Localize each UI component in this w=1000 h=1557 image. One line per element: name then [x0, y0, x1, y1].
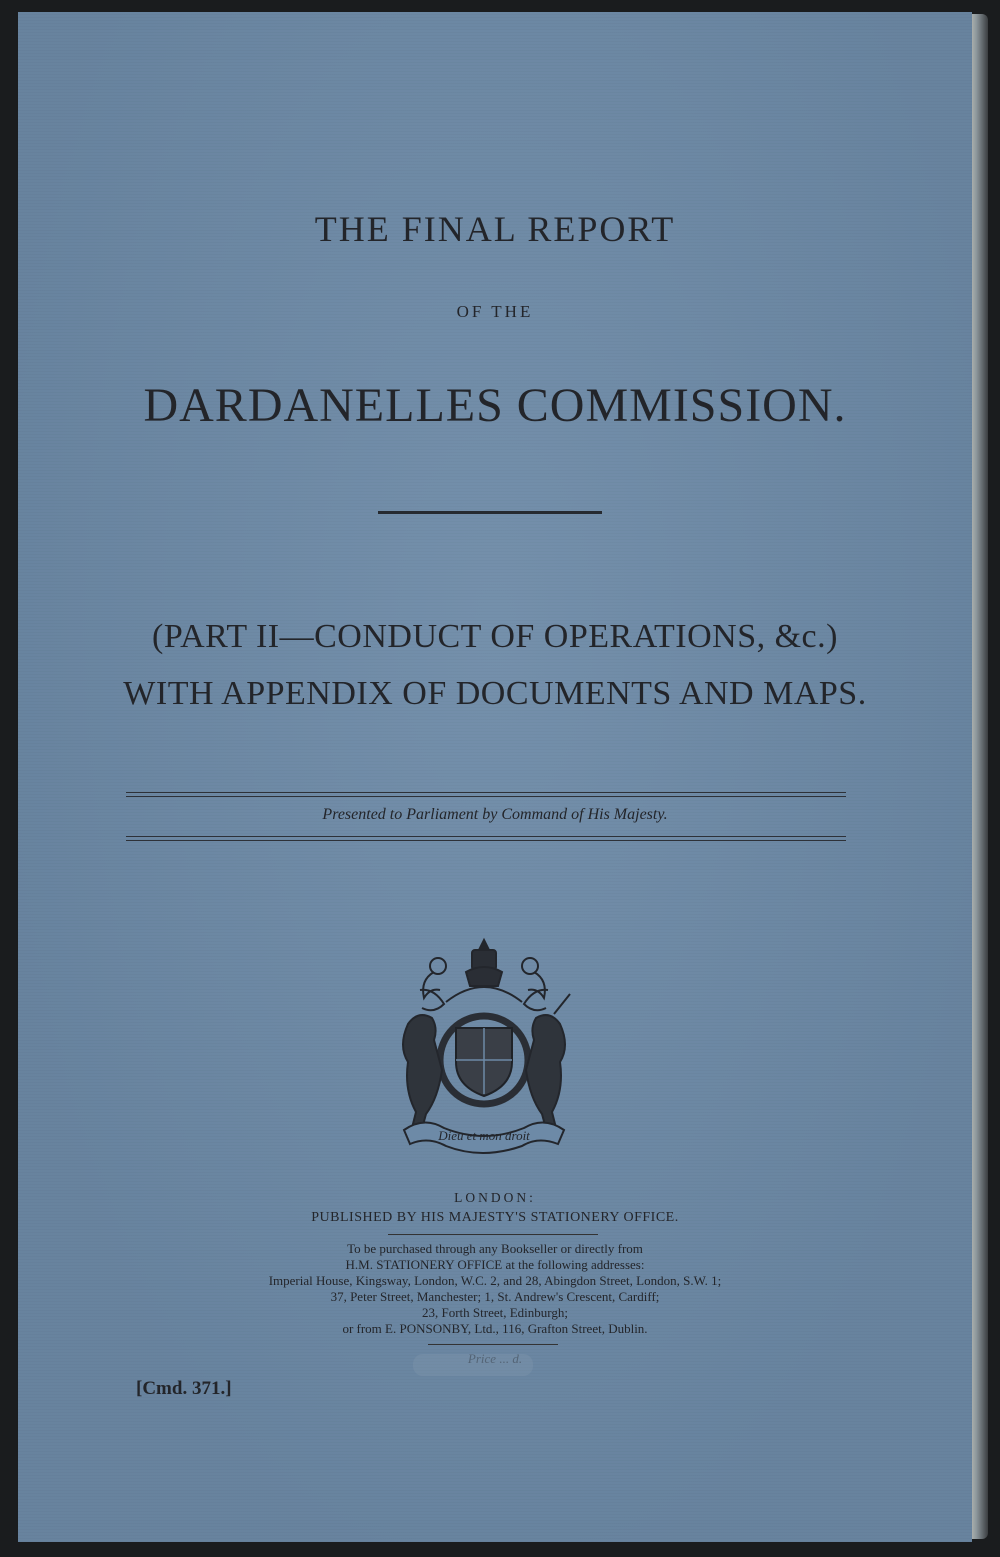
address-line-5: 23, Forth Street, Edinburgh;: [421, 1305, 568, 1320]
address-line-6: or from E. PONSONBY, Ltd., 116, Grafton Street, Dublin.: [342, 1321, 648, 1336]
subtitle-line-1: (PART II—CONDUCT OF OPERATIONS, &c.): [152, 618, 838, 655]
publisher-city: LONDON:: [454, 1190, 536, 1205]
title-line-2: OF THE: [456, 302, 534, 321]
publisher-name: PUBLISHED BY HIS MAJESTY'S STATIONERY OFFICE.: [311, 1210, 679, 1225]
price-text: Price ... d.: [467, 1351, 523, 1366]
subtitle-line-2: WITH APPENDIX OF DOCUMENTS AND MAPS.: [123, 675, 867, 712]
title-line-1: THE FINAL REPORT: [314, 209, 676, 249]
address-line-1: To be purchased through any Bookseller or directly from: [347, 1241, 643, 1256]
address-line-4: 37, Peter Street, Manchester; 1, St. Andrew's Crescent, Cardiff;: [330, 1289, 660, 1304]
double-rule-bottom: [126, 836, 846, 841]
report-cover: [18, 12, 972, 1542]
royal-coat-of-arms-icon: [386, 932, 582, 1158]
double-rule-top: [126, 792, 846, 797]
title-divider: [378, 511, 602, 514]
title-line-3: DARDANELLES COMMISSION.: [143, 379, 847, 432]
presented-note: Presented to Parliament by Command of His Majesty.: [322, 806, 668, 823]
command-number: [Cmd. 371.]: [136, 1378, 232, 1399]
publisher-divider: [388, 1234, 598, 1235]
price-divider: [428, 1344, 558, 1345]
crest-motto: Dieu et mon droit: [438, 1128, 530, 1143]
address-line-3: Imperial House, Kingsway, London, W.C. 2, and 28, Abingdon Street, London, S.W. 1;: [268, 1273, 722, 1288]
address-line-2: H.M. STATIONERY OFFICE at the following addresses:: [345, 1257, 645, 1272]
